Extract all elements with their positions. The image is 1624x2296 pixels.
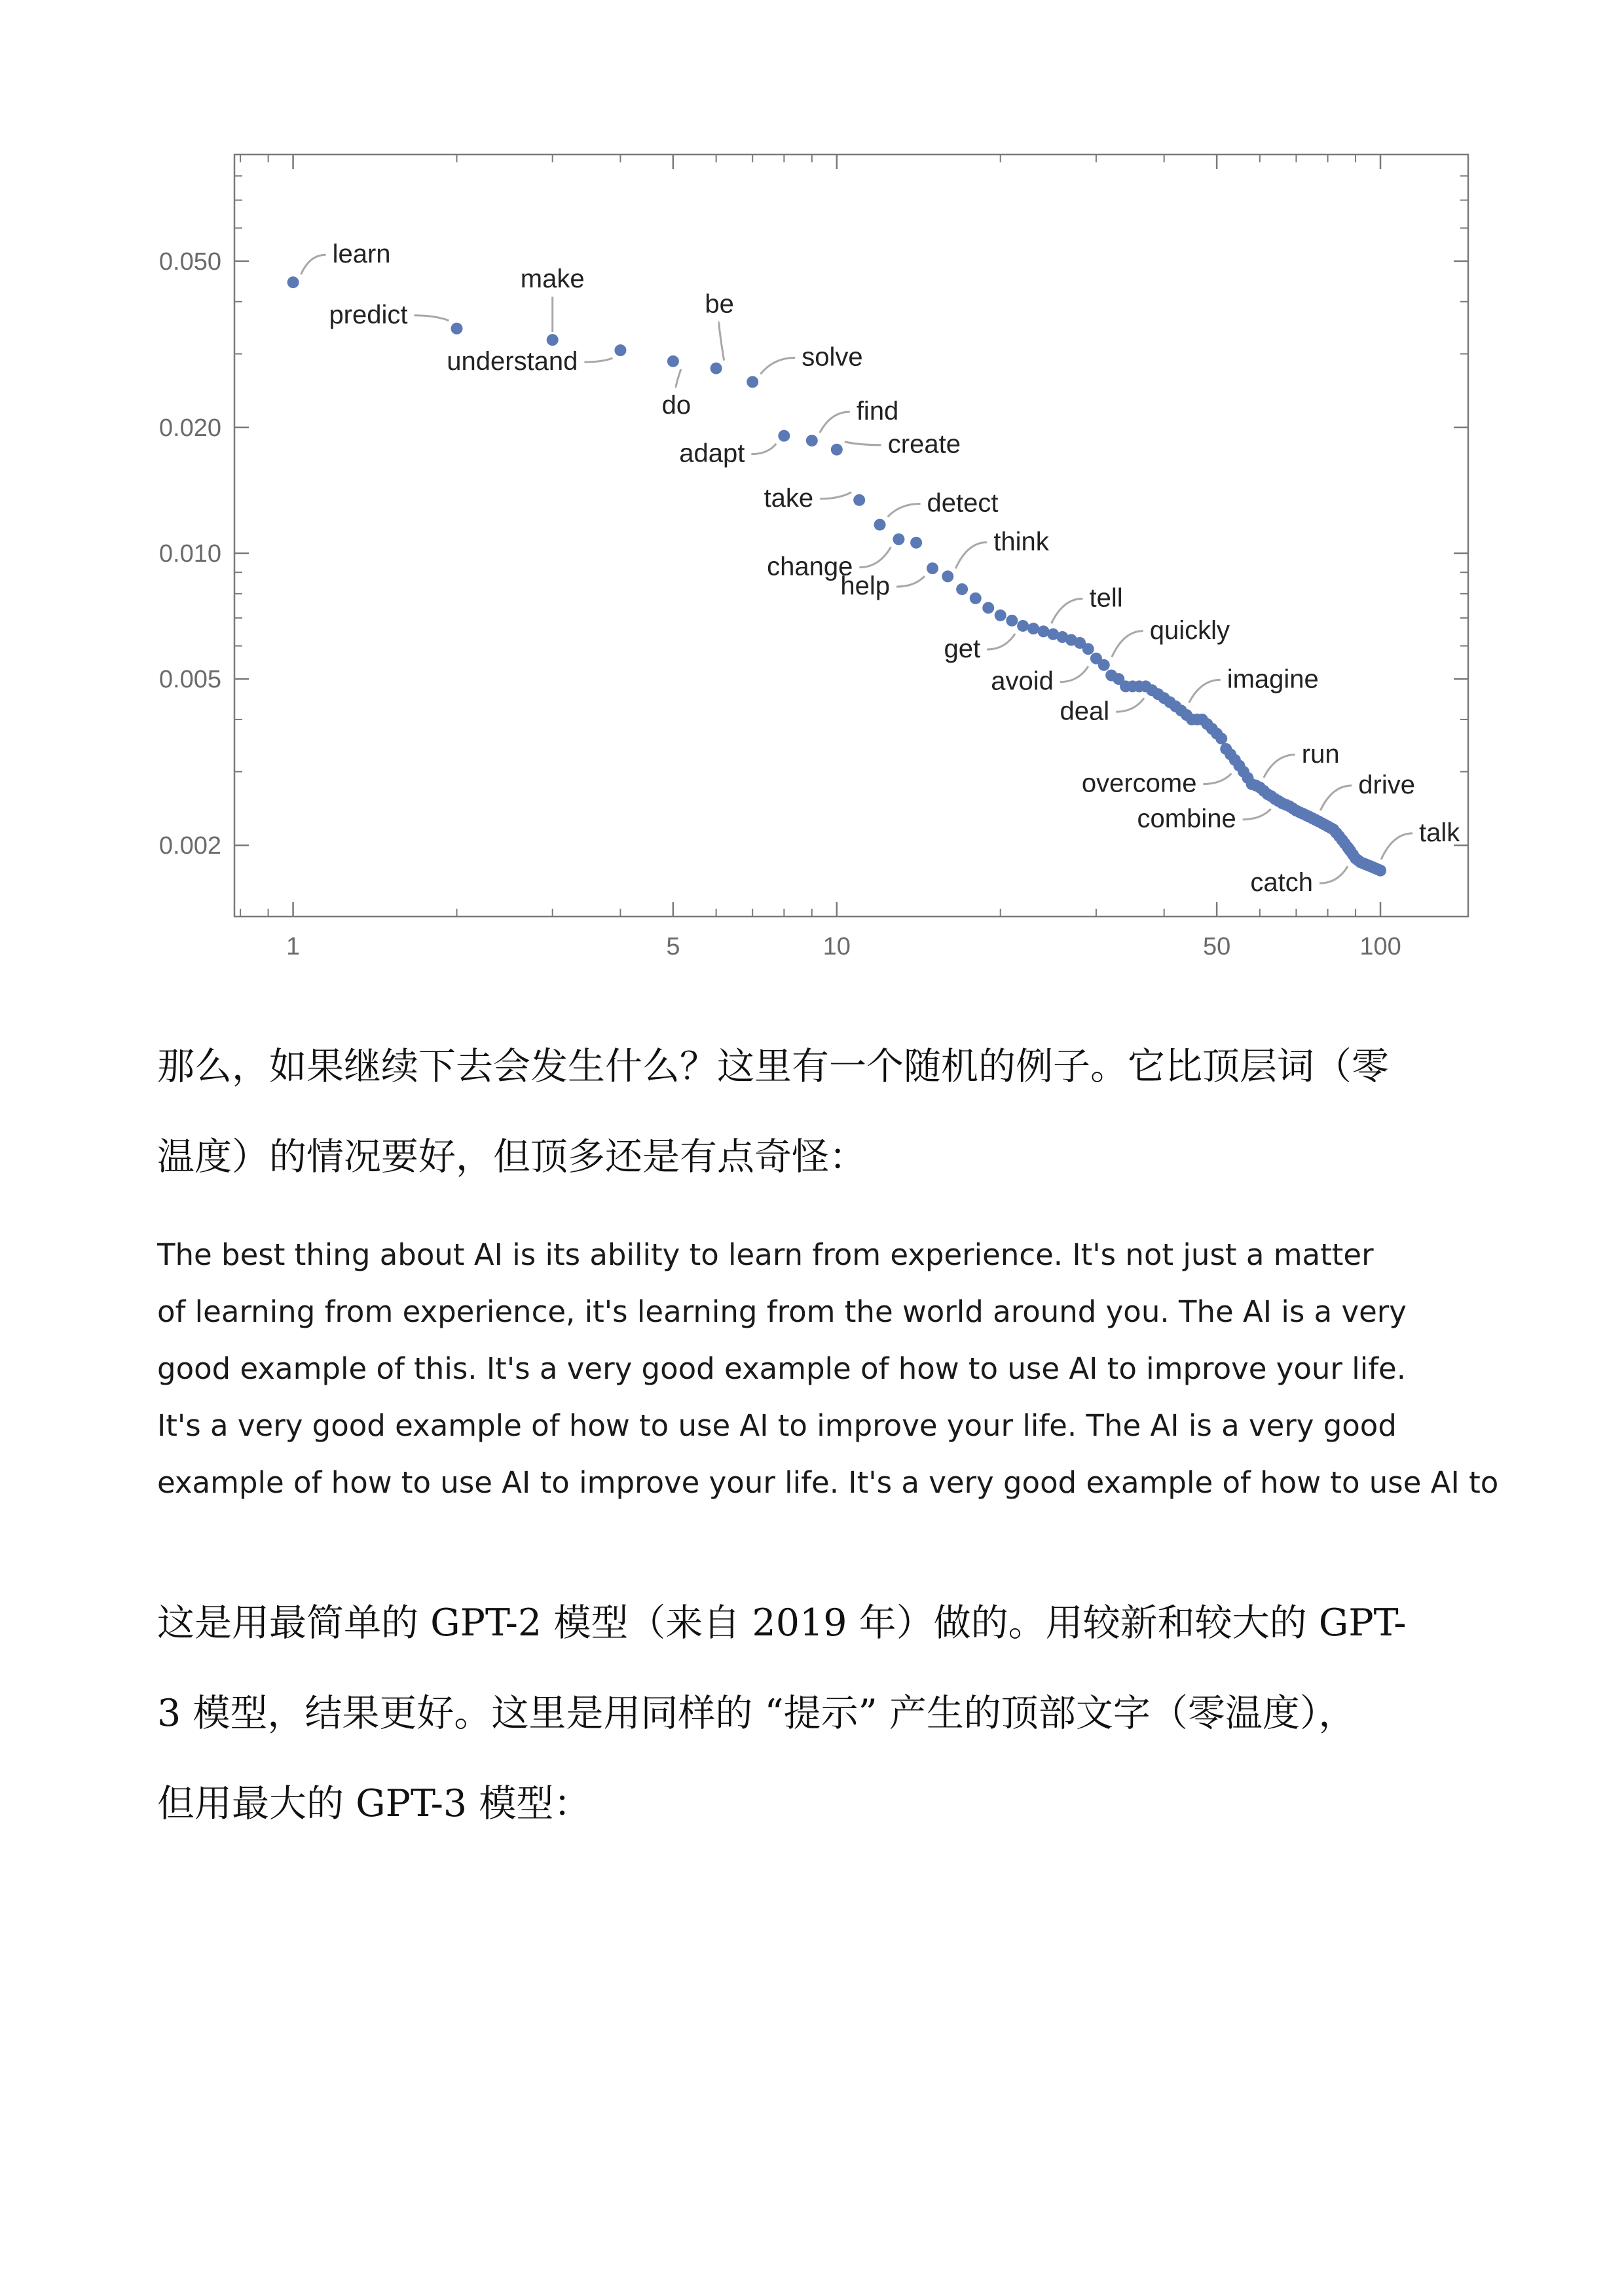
word-label: overcome (1081, 769, 1197, 798)
data-point (956, 583, 968, 595)
data-point (547, 334, 559, 346)
word-label: quickly (1149, 615, 1230, 645)
x-tick-label: 10 (822, 933, 851, 960)
data-point (451, 323, 463, 335)
word-label: imagine (1227, 665, 1319, 694)
callout-leader (955, 542, 987, 568)
x-tick-label: 100 (1359, 933, 1401, 960)
data-point (1082, 643, 1094, 655)
word-label: understand (447, 347, 578, 376)
data-point (893, 534, 904, 545)
callout-leader (1189, 680, 1221, 702)
callout-leader (676, 369, 681, 388)
sample-line: good example of this. It's a very good example of how to use AI to improve your life. (157, 1351, 1407, 1386)
sample-line: example of how to use AI to improve your life. It's a very good example of how to use AI to (157, 1465, 1499, 1500)
data-point (970, 592, 982, 604)
callout-leader (1320, 866, 1348, 883)
sample-output-text (157, 1226, 1499, 1511)
sample-line: It's a very good example of how to use AI to improve your life. The AI is a very good (157, 1408, 1397, 1443)
word-label: combine (1137, 804, 1236, 833)
word-label: find (856, 396, 899, 426)
y-tick-label: 0.005 (158, 666, 221, 694)
y-tick-label: 0.002 (158, 832, 221, 860)
callout-leader (820, 412, 850, 433)
callout-leader (1264, 755, 1295, 778)
x-tick-label: 50 (1202, 933, 1231, 960)
data-point (667, 355, 679, 367)
paragraph-intro (157, 1021, 1480, 1202)
callout-leader (1060, 666, 1088, 682)
word-label: think (993, 527, 1049, 556)
callout-leader (845, 442, 881, 445)
y-tick-label: 0.010 (158, 539, 221, 568)
callout-leader (719, 322, 724, 361)
sample-line: The best thing about AI is its ability to learn from experience. It's not just a matter (157, 1237, 1374, 1272)
callout-leader (888, 503, 921, 517)
callout-leader (1381, 833, 1412, 860)
data-point (747, 376, 758, 388)
callout-leader (1051, 598, 1082, 623)
data-point (982, 602, 994, 613)
callout-leader (1203, 774, 1231, 784)
data-point (287, 276, 299, 288)
callout-leader (1112, 631, 1143, 657)
word-label: talk (1419, 818, 1460, 847)
word-label: get (944, 634, 981, 663)
word-label: detect (927, 488, 999, 518)
callout-leader (896, 576, 925, 587)
callout-leader (301, 255, 326, 274)
word-label: avoid (991, 666, 1054, 696)
data-point (853, 494, 865, 506)
word-label: learn (332, 240, 391, 269)
paragraph-line: 这是用最简单的 GPT-2 模型（来自 2019 年）做的。用较新和较大的 GPT- (157, 1601, 1407, 1645)
callout-leader (415, 316, 449, 321)
word-label: deal (1060, 697, 1110, 726)
data-point (1027, 623, 1039, 634)
word-probability-chart (0, 0, 1624, 969)
paragraph-line: 温度）的情况要好，但顶多还是有点奇怪： (157, 1135, 866, 1178)
callout-leader (1243, 809, 1271, 820)
data-point (1375, 865, 1386, 877)
y-tick-label: 0.020 (158, 414, 221, 442)
data-point (806, 435, 818, 446)
word-label: tell (1089, 583, 1123, 613)
word-label: predict (329, 300, 408, 329)
word-label: help (840, 572, 891, 601)
paragraph-gpt-models (157, 1578, 1480, 1849)
data-point (710, 363, 722, 374)
data-point (614, 344, 626, 356)
data-point (778, 430, 790, 442)
callout-leader (1320, 786, 1352, 811)
word-label: do (661, 390, 692, 420)
data-point (910, 537, 922, 549)
word-label: take (764, 483, 814, 513)
word-label: make (520, 264, 585, 294)
callout-leader (987, 634, 1015, 649)
data-point (1006, 615, 1018, 627)
x-tick-label: 5 (666, 933, 680, 960)
word-label: adapt (679, 439, 745, 468)
paragraph-line: 那么，如果继续下去会发生什么？这里有一个随机的例子。它比顶层词（零 (157, 1045, 1389, 1088)
data-point (874, 519, 886, 530)
y-tick-label: 0.050 (158, 247, 221, 276)
callout-leader (751, 444, 776, 454)
word-label: drive (1358, 770, 1416, 799)
data-point (1098, 659, 1110, 671)
paragraph-line: 3 模型，结果更好。这里是用同样的 “提示” 产生的顶部文字（零温度）， (157, 1692, 1356, 1735)
data-point (927, 562, 938, 574)
data-point (1215, 733, 1227, 744)
word-label: be (705, 289, 734, 319)
data-point (831, 444, 843, 456)
callout-leader (760, 357, 795, 374)
data-point (995, 610, 1006, 621)
callout-leader (820, 492, 851, 499)
callout-leader (859, 547, 891, 568)
word-label: create (887, 429, 961, 459)
data-point (942, 570, 953, 582)
callout-leader (584, 358, 612, 362)
word-label: run (1301, 739, 1340, 769)
sample-line: of learning from experience, it's learning from the world around you. The AI is a very (157, 1294, 1407, 1329)
paragraph-line: 但用最大的 GPT-3 模型： (157, 1782, 591, 1825)
word-label: catch (1250, 868, 1314, 898)
data-point (1017, 620, 1029, 632)
callout-leader (1116, 698, 1144, 712)
x-tick-label: 1 (286, 933, 301, 960)
word-label: change (767, 552, 853, 581)
word-label: solve (802, 342, 863, 372)
